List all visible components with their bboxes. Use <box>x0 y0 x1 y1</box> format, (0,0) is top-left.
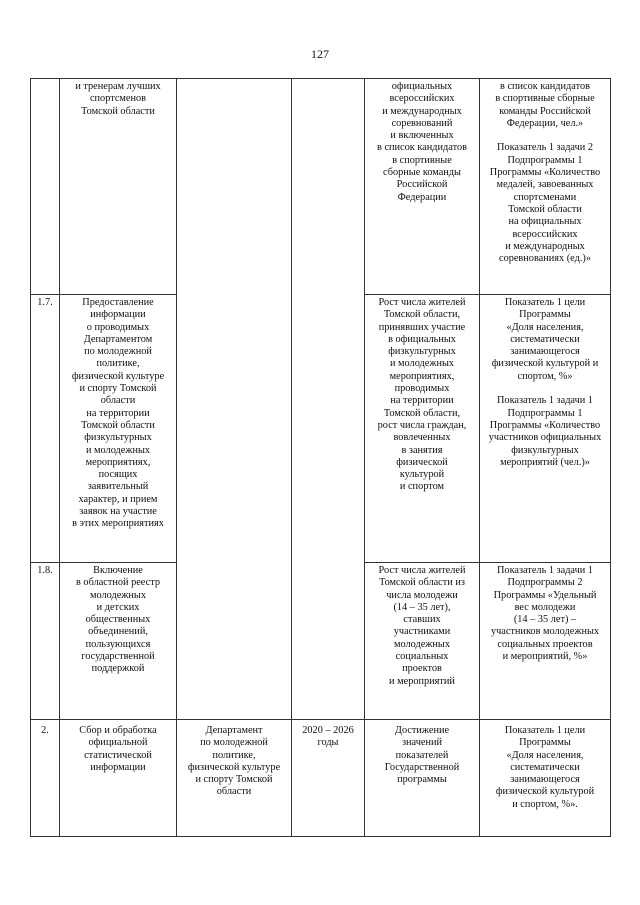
period-cell: 2020 – 2026 годы <box>292 720 365 837</box>
page-number: 127 <box>311 47 329 61</box>
activity-cell: Предоставление информации о проводимых Департаментом по молодежной политике, физической культуре и спорту Томской области на территории Томской области физкультурных и молодежных мероприятиях, посящих заявительный характер, и прием заявок на участие в этих мероприятиях <box>60 295 177 563</box>
table-row <box>31 79 611 295</box>
row-number-cell: 1.8. <box>31 563 60 720</box>
row-number-cell: 2. <box>31 720 60 837</box>
indicator-cell: Показатель 1 цели Программы «Доля населения, систематически занимающегося физической культурой и спортом, %» Показатель 1 задачи 1 Подпрограммы 1 Программы «Количество участников официальных физкультурных мероприятий (чел.)» <box>480 295 611 563</box>
result-cell: Рост числа жителей Томской области из числа молодежи (14 – 35 лет), ставших участниками молодежных социальных проектов и мероприятий <box>365 563 480 720</box>
indicator-cell: в список кандидатов в спортивные сборные команды Российской Федерации, чел.» Показатель 1 задачи 2 Подпрограммы 1 Программы «Количество медалей, завоеванных спортсменами Томской области на официальных всероссийских и международных соревнованиях (ед.)» <box>480 79 611 295</box>
table-row <box>31 720 611 837</box>
activity-cell: Включение в областной реестр молодежных и детских общественных объединений, пользующихся государственной поддержкой <box>60 563 177 720</box>
activity-cell: Сбор и обработка официальной статистической информации <box>60 720 177 837</box>
executor-cell <box>177 79 292 720</box>
result-cell: официальных всероссийских и международных соревнований и включенных в список кандидатов в спортивные сборные команды Российской Федерации <box>365 79 480 295</box>
row-number-cell <box>31 79 60 295</box>
indicator-cell: Показатель 1 задачи 1 Подпрограммы 2 Программы «Удельный вес молодежи (14 – 35 лет) – участников молодежных социальных проектов и мероприятий, %» <box>480 563 611 720</box>
result-cell: Рост числа жителей Томской области, принявших участие в официальных физкультурных и молодежных мероприятиях, проводимых на территории Томской области, рост числа граждан, вовлеченных в занятия физической культурой и спортом <box>365 295 480 563</box>
period-cell <box>292 79 365 720</box>
row-number-cell: 1.7. <box>31 295 60 563</box>
indicator-cell: Показатель 1 цели Программы «Доля населения, систематически занимающегося физической культурой и спортом, %». <box>480 720 611 837</box>
program-activities-table <box>30 78 611 837</box>
executor-cell: Департамент по молодежной политике, физической культуре и спорту Томской области <box>177 720 292 837</box>
result-cell: Достижение значений показателей Государственной программы <box>365 720 480 837</box>
activity-cell: и тренерам лучших спортсменов Томской области <box>60 79 177 295</box>
